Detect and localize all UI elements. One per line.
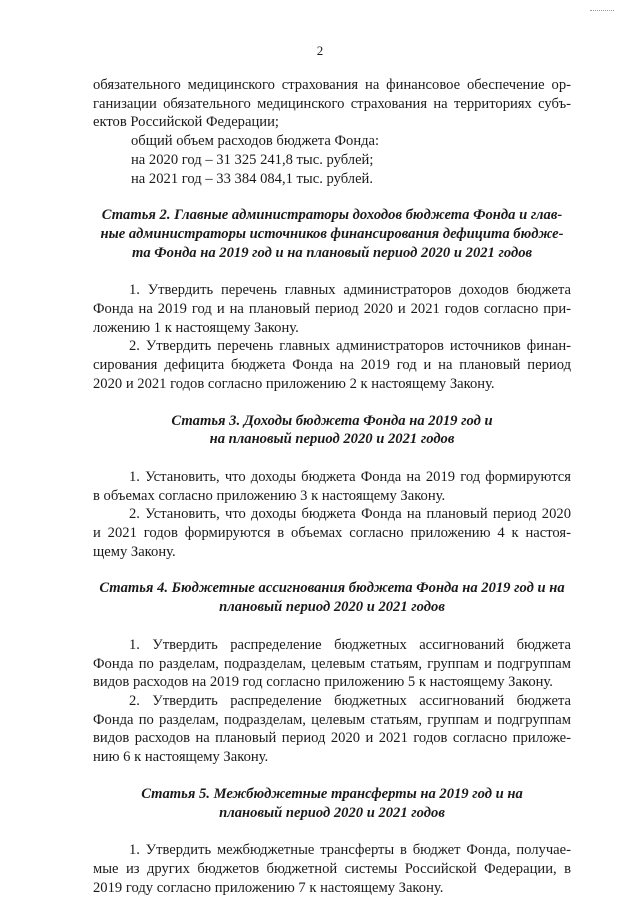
heading-line: Статья 2. Главные администраторы доходов бюджета Фонда и глав- xyxy=(101,207,563,224)
text-line: Фонда по разделам, подразделам, целевым статьям, группам и подгруппам xyxy=(93,655,571,672)
article-2-paragraph-2 xyxy=(93,337,571,393)
document-body xyxy=(93,76,571,897)
article-4-paragraph-1 xyxy=(93,636,571,692)
text-line: на 2020 год – 31 325 241,8 тыс. рублей; xyxy=(131,151,374,168)
text-line: и 2021 годов формируются в объемах согласно приложению 4 к настоя- xyxy=(93,525,571,542)
text-line: 1. Установить, что доходы бюджета Фонда на 2019 год формируются xyxy=(129,468,571,485)
heading-line: Статья 4. Бюджетные ассигнования бюджета Фонда на 2019 год и на xyxy=(99,580,565,597)
text-line: 1. Утвердить межбюджетные трансферты в бюджет Фонда, получае- xyxy=(129,842,571,859)
text-line: обязательного медицинского страхования на финансовое обеспечение ор- xyxy=(93,77,571,93)
text-line: нию 6 к настоящему Закону. xyxy=(93,749,269,766)
page-number: 2 xyxy=(316,43,324,58)
intro-paragraph xyxy=(93,76,571,132)
text-line: 1. Утвердить перечень главных администраторов доходов бюджета xyxy=(129,282,571,299)
heading-line: плановый период 2020 и 2021 годов xyxy=(219,804,445,821)
article-3-paragraph-2 xyxy=(93,505,571,561)
article-5-heading xyxy=(93,785,571,822)
text-line: 2. Установить, что доходы бюджета Фонда на плановый период 2020 xyxy=(129,506,571,523)
text-line: 1. Утвердить распределение бюджетных ассигнований бюджета xyxy=(129,636,571,653)
article-2-heading xyxy=(93,206,571,262)
text-line: общий объем расходов бюджета Фонда: xyxy=(131,133,380,150)
text-line: щему Закону. xyxy=(93,543,176,560)
text-line: мые из других бюджетов бюджетной системы Российской Федерации, в xyxy=(93,860,571,877)
text-line: видов расходов на плановый период 2020 и 2021 годов согласно приложе- xyxy=(93,730,571,747)
text-line: на 2021 год – 33 384 084,1 тыс. рублей. xyxy=(131,170,374,187)
text-line: 2. Утвердить перечень главных администраторов источников финан- xyxy=(129,338,571,355)
expense-totals xyxy=(93,132,571,188)
text-line: ложению 1 к настоящему Закону. xyxy=(93,319,299,336)
heading-line: Статья 3. Доходы бюджета Фонда на 2019 год и xyxy=(171,412,493,429)
heading-line: ные администраторы источников финансирования дефицита бюдже- xyxy=(100,225,564,242)
text-line: 2019 году согласно приложению 7 к настоящему Закону. xyxy=(93,879,444,896)
text-line: сирования дефицита бюджета Фонда на 2019 год и на плановый период xyxy=(93,357,571,374)
scan-mark xyxy=(590,10,614,11)
text-line: видов расходов на 2019 год согласно приложению 5 к настоящему Закону. xyxy=(93,674,553,691)
article-3-paragraph-1 xyxy=(93,468,571,505)
text-line: Фонда по разделам, подразделам, целевым статьям, группам и подгруппам xyxy=(93,711,571,728)
text-line: Фонда на 2019 год и на плановый период 2020 и 2021 годов согласно при- xyxy=(93,301,571,318)
article-3-heading xyxy=(93,412,571,449)
heading-line: плановый период 2020 и 2021 годов xyxy=(219,599,445,616)
text-line: ганизации обязательного медицинского страхования на территориях субъ- xyxy=(93,95,571,112)
article-4-paragraph-2 xyxy=(93,692,571,767)
text-line: 2. Утвердить распределение бюджетных ассигнований бюджета xyxy=(129,692,571,709)
heading-line: на плановый период 2020 и 2021 годов xyxy=(209,431,455,448)
heading-line: Статья 5. Межбюджетные трансферты на 2019 год и на xyxy=(141,785,523,802)
text-line: 2020 и 2021 годов согласно приложению 2 к настоящему Закону. xyxy=(93,375,495,392)
article-4-heading xyxy=(93,579,571,616)
article-2-paragraph-1 xyxy=(93,281,571,337)
text-line: ектов Российской Федерации; xyxy=(93,114,279,131)
heading-line: та Фонда на 2019 год и на плановый период 2020 и 2021 годов xyxy=(131,244,533,261)
article-5-paragraph-1 xyxy=(93,841,571,897)
text-line: в объемах согласно приложению 3 к настоящему Закону. xyxy=(93,487,446,504)
